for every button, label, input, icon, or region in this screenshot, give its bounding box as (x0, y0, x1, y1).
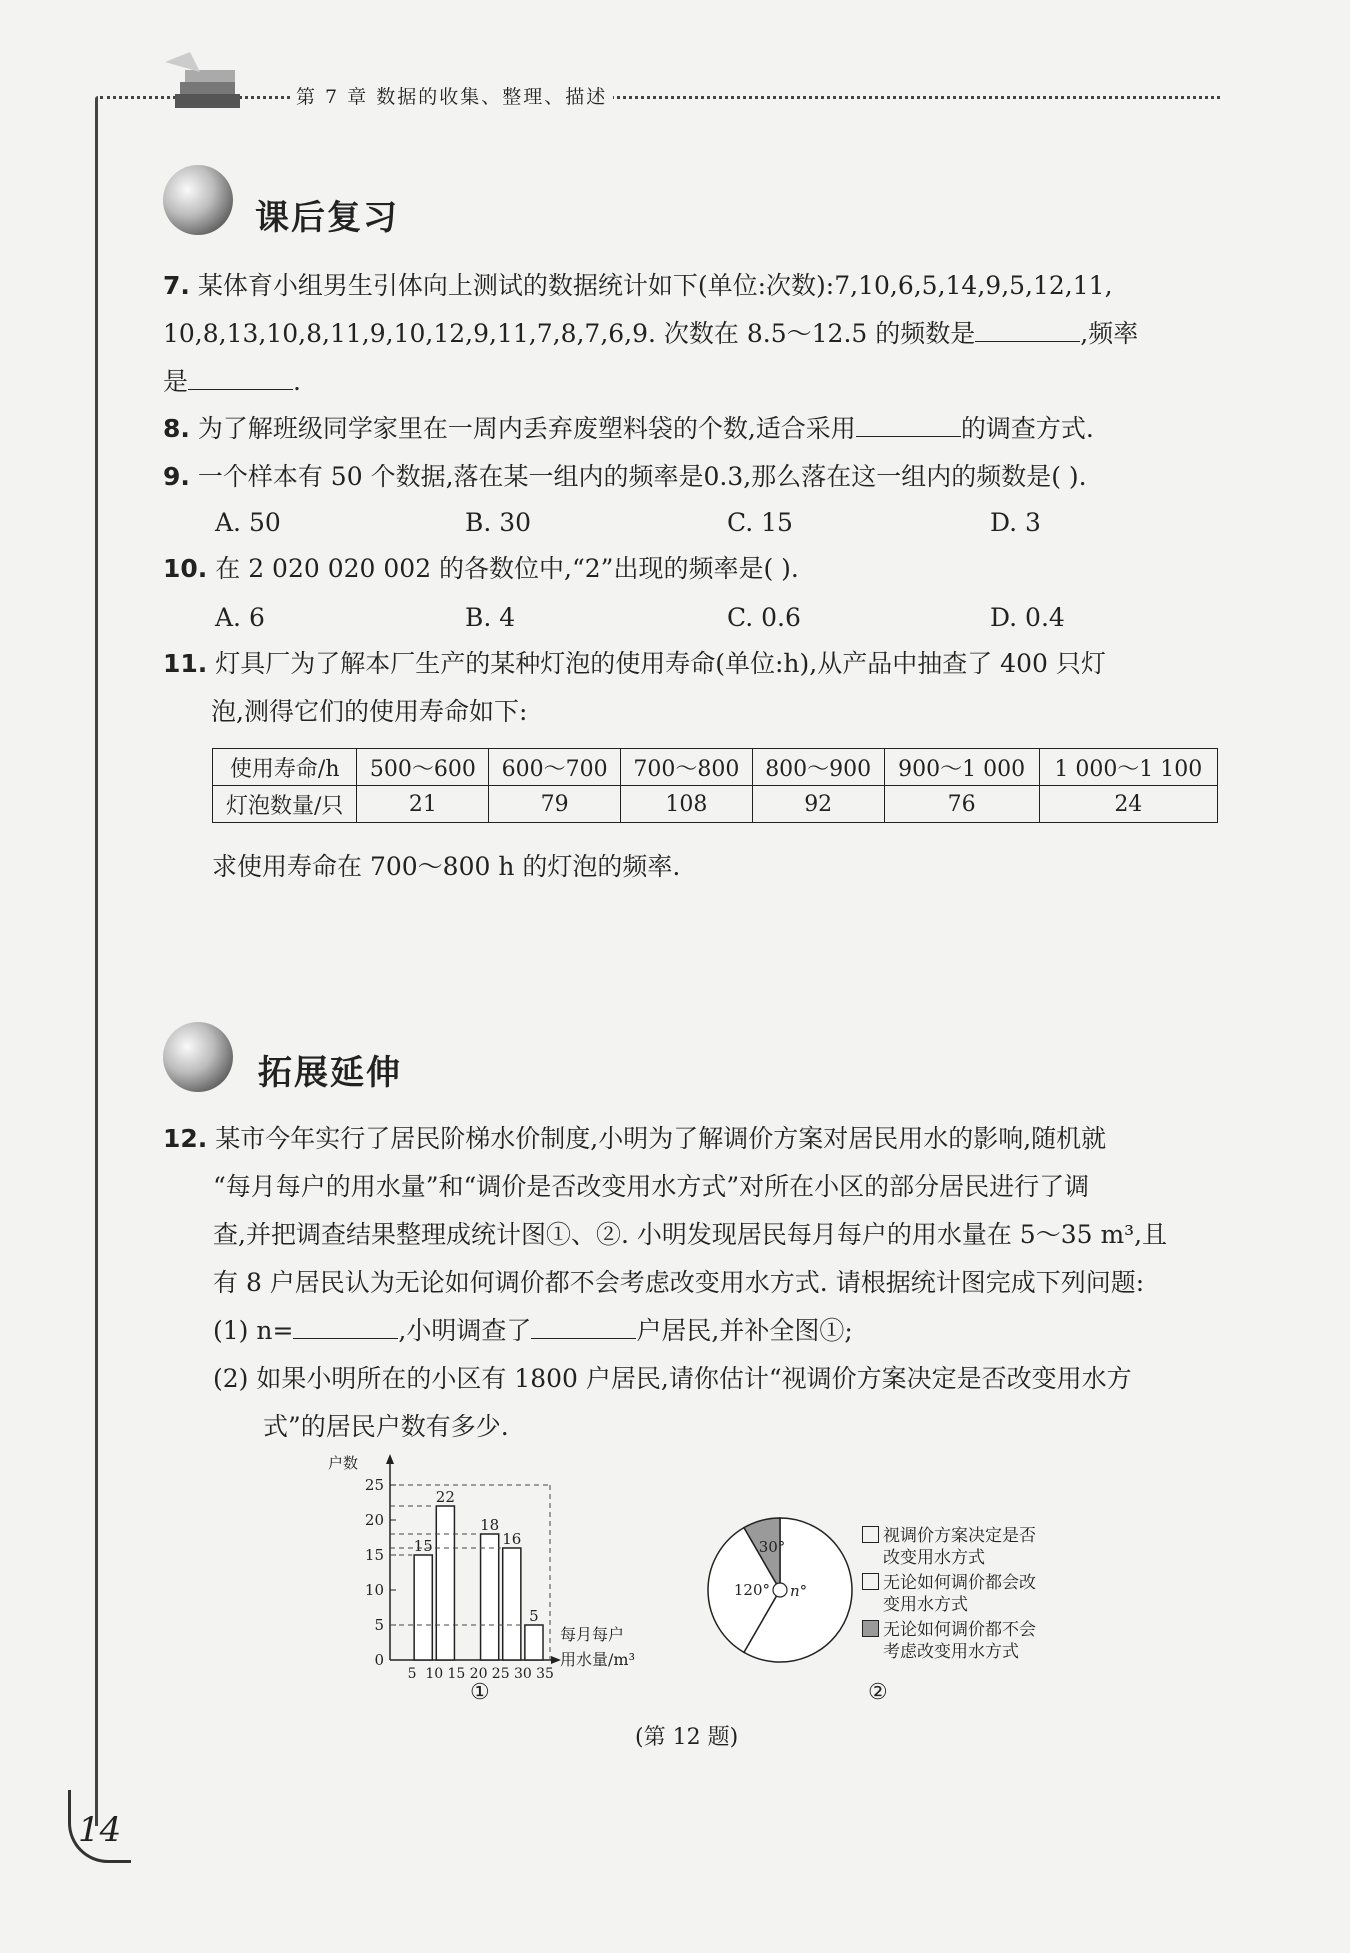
water-method-pie-chart (700, 1510, 860, 1670)
histogram-bar (503, 1548, 521, 1660)
table-cell: 21 (357, 786, 489, 823)
table-row (213, 786, 1218, 823)
bar-value-label: 22 (435, 1488, 455, 1506)
choice-b[interactable]: B. 4 (465, 603, 516, 632)
question-text: (1) n= (213, 1316, 294, 1345)
table-cell: 76 (884, 786, 1039, 823)
slice-label-30: 30° (758, 1538, 786, 1556)
question-text: ,频率 (1080, 319, 1139, 348)
bar-value-label: 16 (502, 1530, 522, 1548)
question-text: 是 (163, 367, 189, 396)
legend-text: 无论如何调价都不会 (883, 1620, 1036, 1640)
legend-text: 考虑改变用水方式 (883, 1642, 1019, 1662)
x-tick-label: 30 (513, 1666, 532, 1682)
x-tick-label: 35 (536, 1666, 554, 1682)
question-text: 一个样本有 50 个数据,落在某一组内的频率是0.3,那么落在这一组内的频数是( ). (197, 462, 1087, 491)
figure-2-label: ② (868, 1680, 888, 1705)
question-number: 12. (163, 1124, 208, 1153)
choice-d[interactable]: D. 3 (990, 508, 1041, 537)
choice-d[interactable]: D. 0.4 (990, 603, 1065, 632)
question-7 (163, 262, 1223, 406)
slice-label-120: 120° (733, 1581, 770, 1599)
table-cell: 24 (1039, 786, 1217, 823)
x-tick-label: 5 (407, 1666, 417, 1682)
question-text: (2) 如果小明所在的小区有 1800 户居民,请你估计“视调价方案决定是否改变用水方 (213, 1364, 1132, 1393)
lifespan-table (212, 748, 1218, 823)
question-text: 某市今年实行了居民阶梯水价制度,小明为了解调价方案对居民用水的影响,随机就 (215, 1124, 1107, 1153)
pie-center-arc (773, 1583, 787, 1597)
choice-c[interactable]: C. 15 (727, 508, 793, 537)
question-text: 某体育小组男生引体向上测试的数据统计如下(单位:次数):7,10,6,5,14,9,5,12,11, (197, 271, 1113, 300)
question-text: 有 8 户居民认为无论如何调价都不会考虑改变用水方式. 请根据统计图完成下列问题: (213, 1268, 1145, 1297)
question-number: 7. (163, 271, 190, 300)
section-title-extension: 拓展延伸 (258, 1053, 402, 1093)
choice-a[interactable]: A. 50 (215, 508, 281, 537)
question-text: ,小明调查了 (398, 1316, 532, 1345)
histogram-bar (414, 1555, 432, 1660)
x-tick-label: 20 (469, 1666, 488, 1682)
section-ball-icon (163, 1022, 233, 1092)
table-cell: 79 (489, 786, 621, 823)
legend-text: 无论如何调价都会改 (883, 1573, 1036, 1593)
figure-1-label: ① (470, 1680, 490, 1705)
y-axis-label: 户数 (328, 1454, 359, 1472)
question-text: 为了解班级同学家里在一周内丢弃废塑料袋的个数,适合采用 (197, 414, 856, 443)
question-text: 10,8,13,10,8,11,9,10,12,9,11,7,8,7,6,9. 次数在 8.5～12.5 的频数是 (163, 319, 976, 348)
legend-swatch-white (862, 1573, 879, 1590)
legend-text: 改变用水方式 (883, 1548, 985, 1568)
question-11-ask: 求使用寿命在 700～800 h 的灯泡的频率. (212, 852, 681, 881)
y-tick-label: 25 (364, 1476, 384, 1494)
x-axis-label-line1: 每月每户 (560, 1625, 625, 1644)
table-row (213, 749, 1218, 786)
question-text: 的调查方式. (960, 414, 1094, 443)
answer-blank[interactable] (188, 367, 293, 390)
legend-item (862, 1619, 1062, 1663)
question-number: 8. (163, 414, 190, 443)
book-stack-icon (160, 52, 260, 122)
table-cell: 1 000～1 100 (1039, 749, 1217, 786)
question-number: 10. (163, 554, 208, 583)
question-8 (163, 405, 1223, 453)
margin-dotted-rule (95, 96, 98, 1826)
table-cell: 800～900 (752, 749, 884, 786)
question-text: 在 2 020 020 002 的各数位中,“2”出现的频率是( ). (215, 554, 799, 583)
legend-item (862, 1525, 1062, 1569)
table-cell: 灯泡数量/只 (213, 786, 357, 823)
legend-text: 视调价方案决定是否 (883, 1526, 1036, 1546)
question-number: 11. (163, 649, 208, 678)
answer-blank[interactable] (975, 319, 1080, 342)
question-text: “每月每户的用水量”和“调价是否改变用水方式”对所在小区的部分居民进行了调 (213, 1172, 1090, 1201)
histogram-bar (481, 1534, 499, 1660)
table-cell: 600～700 (489, 749, 621, 786)
question-9 (163, 453, 1223, 501)
x-tick-label: 25 (491, 1666, 510, 1682)
y-tick-label: 5 (374, 1616, 384, 1634)
histogram-bar (525, 1625, 543, 1660)
histogram-bar (436, 1506, 454, 1660)
water-usage-bar-chart (320, 1450, 660, 1690)
question-text: 式”的居民户数有多少. (263, 1412, 509, 1441)
section-ball-icon (163, 165, 233, 235)
choice-a[interactable]: A. 6 (215, 603, 265, 632)
section-title-review: 课后复习 (255, 198, 399, 238)
question-text: 泡,测得它们的使用寿命如下: (211, 697, 528, 726)
table-cell: 92 (752, 786, 884, 823)
y-tick-label: 20 (364, 1511, 384, 1529)
choice-b[interactable]: B. 30 (465, 508, 532, 537)
question-text: 查,并把调查结果整理成统计图①、②. 小明发现居民每月每户的用水量在 5～35 m³,且 (213, 1220, 1168, 1249)
x-tick-label: 15 (447, 1666, 466, 1682)
y-axis-arrow (386, 1454, 394, 1464)
table-cell: 900～1 000 (884, 749, 1039, 786)
question-number: 9. (163, 462, 190, 491)
page-number: 14 (78, 1810, 122, 1850)
legend-swatch-white (862, 1526, 879, 1543)
running-head: 第 7 章 数据的收集、整理、描述 (290, 82, 613, 109)
bar-value-label: 18 (480, 1516, 500, 1534)
x-tick-label: 10 (425, 1666, 444, 1682)
header-dotted-rule (100, 96, 1220, 99)
choice-c[interactable]: C. 0.6 (727, 603, 801, 632)
table-cell: 使用寿命/h (213, 749, 357, 786)
table-cell: 500～600 (357, 749, 489, 786)
table-cell: 700～800 (621, 749, 753, 786)
y-tick-label: 10 (364, 1581, 384, 1599)
legend-text: 变用水方式 (883, 1595, 968, 1615)
question-text: 灯具厂为了解本厂生产的某种灯泡的使用寿命(单位:h),从产品中抽查了 400 只灯 (215, 649, 1106, 678)
question-10 (163, 545, 1223, 593)
figure-caption: (第 12 题) (635, 1725, 739, 1750)
question-text: 户居民,并补全图①; (636, 1316, 853, 1345)
x-axis-label-line2: 用水量/m³ (560, 1650, 635, 1669)
legend-item (862, 1572, 1062, 1616)
answer-blank[interactable] (293, 1316, 398, 1339)
legend-swatch-gray (862, 1620, 879, 1637)
question-12 (163, 1115, 1228, 1451)
question-11 (163, 640, 1223, 736)
bar-value-label: 5 (529, 1607, 539, 1625)
question-text: . (293, 367, 301, 396)
slice-label-n: n° (790, 1582, 808, 1600)
y-tick-label: 0 (374, 1651, 384, 1669)
pie-legend (862, 1525, 1062, 1663)
table-cell: 108 (621, 786, 753, 823)
bar-value-label: 15 (413, 1537, 433, 1555)
answer-blank[interactable] (856, 414, 961, 437)
y-tick-label: 15 (364, 1546, 384, 1564)
answer-blank[interactable] (531, 1316, 636, 1339)
